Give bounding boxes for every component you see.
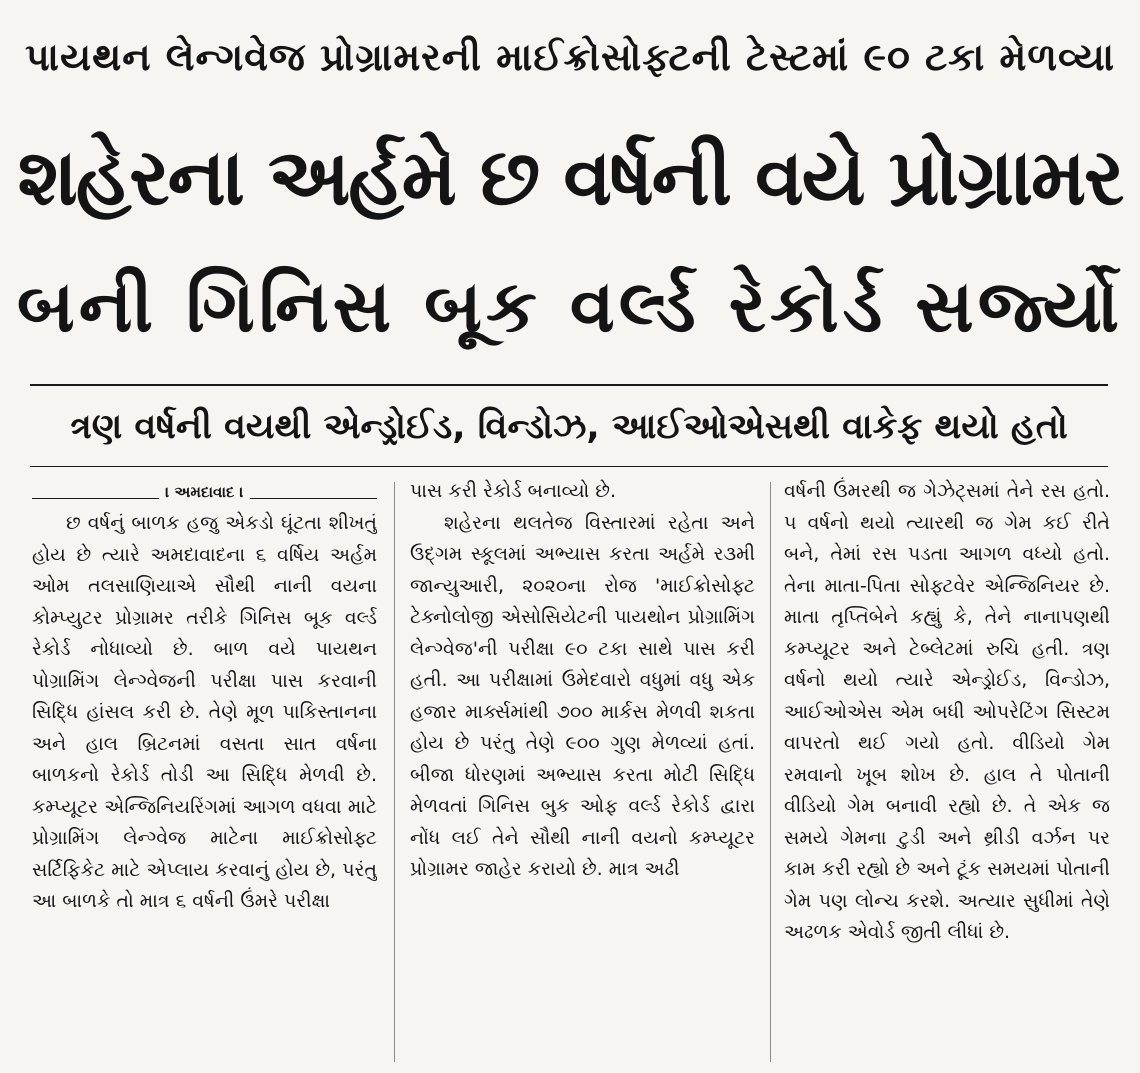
subhead-bottom-rule xyxy=(30,466,1108,467)
main-headline-line-1: શહેરના અર્હમે છ વર્ષની વયે પ્રોગ્રામર xyxy=(17,133,1123,223)
article-body xyxy=(32,476,1112,1066)
subhead-top-rule xyxy=(30,384,1108,386)
column-divider xyxy=(770,482,771,1062)
main-headline-line-2: બની ગિનિસ બૂક વર્લ્ડ રેકોર્ડ સર્જ્યો xyxy=(16,264,1124,348)
column-3-text: વર્ષની ઉંમરથી જ ગેઝેટ્સમાં તેને રસ હતો. ૫ વર્ષનો થયો ત્યારથી જ ગેમ કઈ રીતે બને, તેમાં રસ પડતા આગળ વધ્યો હતો. તેના માતા-પિતા સોફ્ટવેર એન્જિનિયર છે. માતા તૃપ્તિબેને કહ્યું કે, તેને નાનાપણથી કમ્પ્યૂટર અને ટેબ્લેટમાં રુચિ હતી. ત્રણ વર્ષનો થયો ત્યારે એન્ડ્રોઈડ, વિન્ડોઝ, આઈઓએસ એમ બધી ઓપરેટિંગ સિસ્ટમ વાપરતો થઈ ગયો હતો. વીડિયો ગેમ રમવાનો ખૂબ શોખ છે. હાલ તે પોતાની વીડિયો ગેમ બનાવી રહ્યો છે. તે એક જ સમયે ગેમના ટુડી અને થ્રીડી વર્ઝન પર કામ કરી રહ્યો છે અને ટૂંક સમયમાં પોતાની ગેમ પણ લોન્ચ કરશે. અત્યાર સુધીમાં તેણે અઢળક એવોર્ડ જીતી લીધાં છે. xyxy=(784,480,1110,943)
dateline-block xyxy=(32,476,377,502)
column-divider xyxy=(394,482,395,1062)
column-2-text: શહેરના થલતેજ વિસ્તારમાં રહેતા અને ઉદ્‌ગમ સ્કૂલમાં અભ્યાસ કરતા અર્હમે ર૩મી જાન્યુઆરી, ૨૦૨૦ના રોજ 'માઈક્રોસોફ્ટ ટેક્નોલોજી એસોસિયેટની પાયથોન પ્રોગ્રામિંગ લેન્ગ્વેજ'ની પરીક્ષા ૯૦ ટકા સાથે પાસ કરી હતી. આ પરીક્ષામાં ઉમેદવારો વધુમાં વધુ એક હજાર માર્ક્સમાંથી ૭૦૦ માર્કસ મેળવી શકતા હોય છે પરંતુ તેણે ૯૦૦ ગુણ મેળવ્યાં હતાં. બીજા ધોરણમાં અભ્યાસ કરતા મોટી સિદ્ધિ મેળવતાં ગિનિસ બુક ઓફ વર્લ્ડ રેકોર્ડ દ્વારા નોંધ લઈ તેને સૌથી નાની વયનો કમ્પ્યૂટર પ્રોગ્રામર જાહેર કરાયો છે. માત્ર અઢી xyxy=(410,511,755,880)
column-2-text-continued: પાસ કરી રેકોર્ડ બનાવ્યો છે. xyxy=(410,480,617,502)
subheadline: ત્રણ વર્ષની વયથી એન્ડ્રોઈડ, વિન્ડોઝ, આઈઓએસથી વાકેફ થયો હતો xyxy=(70,407,1068,447)
article-column-3 xyxy=(784,476,1110,1066)
kicker-headline: પાયથન લેન્ગવેજ પ્રોગ્રામરની માઈક્રોસોફ્ટની ટેસ્ટમાં ૯૦ ટકા મેળવ્યા xyxy=(24,35,1116,79)
article-column-2 xyxy=(410,476,755,1066)
dateline: । અમદાવાદ । xyxy=(159,481,249,503)
column-1-text: છ વર્ષનું બાળક હજુ એકડો ઘૂંટતા શીખતું હોય છે ત્યારે અમદાવાદના ૬ વર્ષિય અર્હમ ઓમ તલસાણિયાએ સૌથી નાની વયના કોમ્પ્યુટર પ્રોગ્રામર તરીકે ગિનિસ બૂક વર્લ્ડ રેકોર્ડ નોધાવ્યો છે. બાળ વયે પાયથન પોગ્રામિંગ લેન્ગ્વેજની પરીક્ષા પાસ કરવાની સિદ્ધિ હાંસલ કરી છે. તેણે મૂળ પાકિસ્તાનના અને હાલ બ્રિટનમાં વસતા સાત વર્ષના બાળકનો રેકોર્ડ તોડી આ સિદ્ધિ મેળવી છે. કમ્પ્યૂટર એન્જિનિયરિંગમાં આગળ વધવા માટે પ્રોગ્રામિંગ લેન્ગ્વેજ માટેના માઈક્રોસોફ્ટ સર્ટિફિકેટ માટે એપ્લાય કરવાનું હોય છે, પરંતુ આ બાળકે તો માત્ર ૬ વર્ષની ઉંમરે પરીક્ષા xyxy=(32,512,377,912)
article-column-1 xyxy=(32,476,377,1066)
